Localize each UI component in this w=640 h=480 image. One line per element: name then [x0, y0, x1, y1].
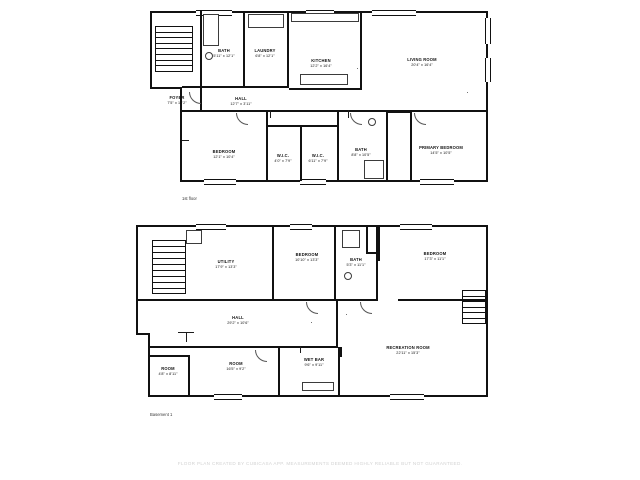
basement-exterior-wall-right [486, 225, 488, 397]
window-bottom-2 [300, 179, 326, 185]
room-dimensions: 7'5" x 10'2" [167, 100, 187, 105]
room-dimensions: 20'4" x 16'4" [411, 62, 433, 67]
room-label-bedroom-first [213, 149, 236, 159]
room-name: BEDROOM [423, 250, 447, 256]
room-dimensions: 16'5" x 9'2" [226, 366, 246, 371]
interior-wall-wic-top [266, 125, 338, 127]
room-name: ROOM [161, 365, 175, 371]
room-name: KITCHEN [311, 57, 331, 63]
room-name: FOYER [169, 94, 185, 100]
room-dimensions: 29'2" x 10'6" [227, 320, 249, 325]
room-dimensions: 5'11" x 12'1" [213, 53, 235, 58]
basement-door-arc-bath [360, 302, 372, 314]
room-label-basement-bedroom-1 [295, 252, 319, 262]
marker-living [467, 92, 468, 93]
room-label-basement-room-small [158, 366, 177, 376]
basement-staircase-right [462, 290, 486, 324]
room-name: PRIMARY BEDROOM [419, 144, 463, 150]
room-name: UTILITY [217, 258, 235, 264]
room-dimensions: 12'1" x 10'4" [213, 154, 235, 159]
basement-wall-room-small-right [188, 356, 190, 396]
interior-wall-primary-left [410, 111, 412, 181]
room-dimensions: 6'11" x 7'9" [308, 158, 328, 163]
basement-wall-room-small-top [150, 355, 190, 357]
basement-shower [342, 230, 360, 248]
interior-wall-kitchen-right [360, 11, 362, 90]
room-label-primary-bedroom [419, 145, 463, 155]
basement-wall-hall-bottom [150, 346, 338, 348]
basement-wall-rec-left [340, 347, 342, 357]
window-bottom-3 [420, 179, 454, 185]
interior-wall-wic2-right [337, 111, 339, 181]
sink-bath-primary [368, 118, 376, 126]
basement-exterior-wall-left-upper [136, 225, 138, 335]
window-right-2 [485, 58, 491, 82]
door-arc-bedroom [236, 113, 248, 125]
room-dimensions: 12'2" x 16'4" [310, 63, 332, 68]
room-name: BEDROOM [212, 148, 236, 154]
interior-wall-wic1-right [300, 126, 302, 181]
basement-marker-1 [311, 322, 312, 323]
basement-wall-utility-right [272, 225, 274, 300]
basement-window-bottom-2 [390, 394, 424, 400]
room-label-basement-room-mid [226, 361, 245, 371]
room-label-laundry [254, 48, 275, 58]
basement-wall-bath-nook [366, 225, 368, 253]
basement-wall-nub-2 [186, 332, 187, 342]
room-name: BATH [350, 256, 362, 262]
room-name: BATH [355, 146, 367, 152]
room-dimensions: 17'3" x 11'1" [424, 256, 446, 261]
interior-wall-hall-bottom [182, 110, 362, 112]
basement-toilet [344, 272, 352, 280]
washer-dryer [248, 14, 284, 28]
basement-wall-upper-band-bottom-left [138, 299, 274, 301]
room-label-living-room [407, 57, 437, 67]
room-label-basement-bedroom-2 [424, 251, 447, 261]
wet-bar-counter [302, 382, 334, 391]
room-name: LAUNDRY [254, 47, 276, 53]
door-arc-foyer [189, 92, 201, 104]
kitchen-island [300, 74, 348, 85]
floor-caption-basement: Basement 1 [150, 412, 173, 417]
room-label-hall-first [230, 96, 251, 106]
basement-staircase-left [152, 240, 186, 294]
exterior-wall-left-upper [150, 11, 152, 89]
room-label-kitchen [310, 58, 332, 68]
basement-wall-bath-nook-h [366, 252, 377, 254]
kitchen-counter [291, 13, 359, 22]
basement-exterior-wall-top [136, 225, 488, 227]
wall-nub-hall-1 [270, 110, 271, 118]
room-name: HALL [235, 95, 247, 101]
interior-wall-bath-right [243, 11, 245, 87]
basement-window-bottom-1 [214, 394, 242, 400]
room-label-utility [215, 259, 237, 269]
door-arc-bath-second [350, 113, 362, 125]
room-name: BATH [218, 47, 230, 53]
interior-wall-primary-closet [386, 111, 411, 113]
first-floor-plan [0, 0, 640, 210]
basement-wall-bedroom1-right [334, 225, 336, 300]
exterior-wall-left-jog [150, 87, 182, 89]
room-dimensions: 17'9" x 13'3" [215, 264, 237, 269]
room-name: HALL [232, 314, 244, 320]
room-label-bath-2 [351, 147, 370, 157]
interior-wall-kitchen-bottom [289, 88, 362, 90]
window-bottom-1 [204, 179, 236, 185]
interior-wall-living-bottom [362, 110, 488, 112]
basement-wall-room-mid-right [278, 347, 280, 396]
room-label-wic-2 [308, 153, 327, 163]
room-dimensions: 22'11" x 15'3" [396, 350, 420, 355]
room-name: W.I.C. [311, 152, 325, 158]
door-arc-primary [414, 113, 426, 125]
interior-wall-bath-left [200, 11, 202, 87]
basement-wall-upper-band-bottom-right [398, 299, 486, 301]
basement-marker-2 [346, 314, 347, 315]
basement-exterior-wall-left-bottom [148, 360, 150, 397]
room-name: LIVING ROOM [407, 56, 437, 62]
room-label-foyer [167, 95, 186, 105]
room-label-basement-bath [346, 257, 365, 267]
shower-bath-primary [364, 160, 384, 179]
room-name: W.I.C. [276, 152, 290, 158]
room-dimensions: 14'5" x 10'5" [430, 150, 452, 155]
window-right-1 [485, 18, 491, 44]
room-name: ROOM [229, 360, 243, 366]
basement-wall-bedroom2-left [378, 225, 380, 261]
room-label-wic-1 [274, 153, 291, 163]
room-name: WET BAR [303, 356, 325, 362]
room-label-recreation-room [386, 345, 429, 355]
wall-nub-foyer [182, 140, 189, 141]
basement-door-arc-room-mid [255, 350, 267, 362]
room-dimensions: 5'3" x 11'1" [346, 262, 366, 267]
floor-caption-first: 1st floor [182, 196, 197, 201]
room-dimensions: 8'8" x 10'5" [351, 152, 371, 157]
basement-exterior-wall-bottom [148, 395, 488, 397]
basement-window-top-2 [290, 224, 312, 230]
room-label-bath-1 [213, 48, 234, 58]
toilet-first-floor [205, 52, 213, 60]
basement-wall-nub-3 [300, 346, 301, 353]
room-name: RECREATION ROOM [386, 344, 430, 350]
bathtub-first-floor [203, 14, 219, 46]
interior-wall-laundry-right [287, 11, 289, 87]
room-dimensions: 6'8" x 12'1" [255, 53, 275, 58]
staircase-first-floor [155, 26, 193, 72]
room-dimensions: 10'10" x 13'3" [295, 257, 319, 262]
basement-wall-hall-right [336, 300, 338, 347]
room-label-basement-hall [227, 315, 249, 325]
room-dimensions: 12'7" x 3'11" [230, 101, 252, 106]
basement-wall-upper-band-bottom-mid [274, 299, 378, 301]
window-top-3 [372, 10, 416, 16]
basement-plan [0, 214, 640, 424]
room-dimensions: 4'8" x 8'11" [158, 371, 178, 376]
watermark-disclaimer: FLOOR PLAN CREATED BY CUBICASA APP. MEASUREMENTS DEEMED HIGHLY RELIABLE BUT NOT GUARANTEED. [177, 461, 463, 466]
marker-kitchen [357, 68, 358, 69]
interior-wall-bath2-right [386, 111, 388, 181]
utility-equipment [186, 230, 202, 244]
interior-wall-bedroom-right [266, 111, 268, 181]
basement-door-arc-bedroom-1 [306, 302, 318, 314]
basement-window-top-3 [400, 224, 432, 230]
room-label-wet-bar [304, 357, 324, 367]
room-name: BEDROOM [295, 251, 319, 257]
interior-wall-hall-top [182, 86, 289, 88]
room-dimensions: 4'0" x 7'9" [274, 158, 292, 163]
room-dimensions: 9'6" x 9'11" [304, 362, 324, 367]
